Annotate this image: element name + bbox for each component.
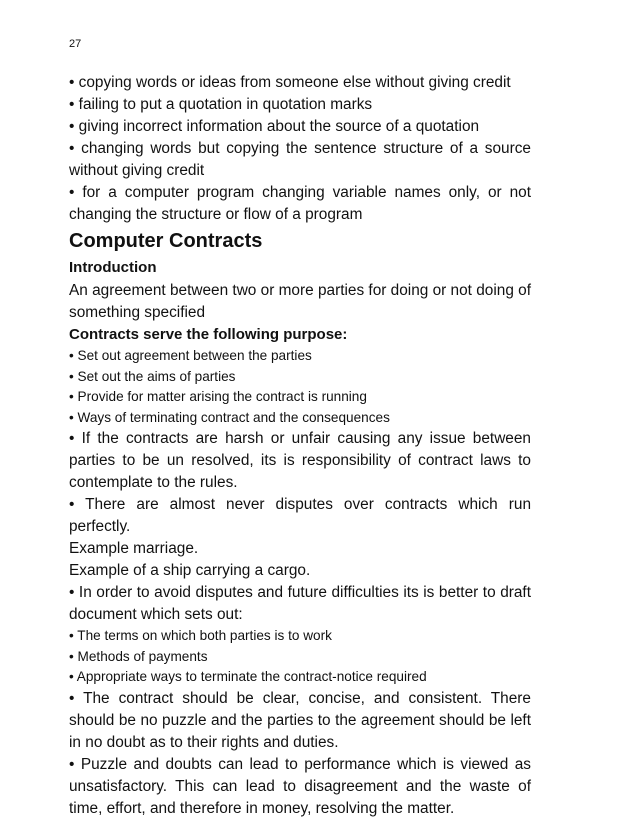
list-item: • Appropriate ways to terminate the contract-notice required [69,669,427,684]
page-content [69,72,531,820]
list-item: • for a computer program changing variable names only, or not changing the structure or flow of a program [69,184,531,223]
purpose-heading: Contracts serve the following purpose: [69,326,348,343]
list-item: • Methods of payments [69,648,208,664]
list-item: • Set out the aims of parties [69,368,236,384]
list-item: • giving incorrect information about the source of a quotation [69,118,480,135]
disputes-paragraph: • There are almost never disputes over contracts which run perfectly. [69,496,531,535]
list-item: • Provide for matter arising the contract is running [69,389,367,404]
plagiarism-list [69,72,531,226]
clear-contract-paragraph: • The contract should be clear, concise, and consistent. There should be no puzzle and the parties to the agreement should be left in no doubt as to their rights and duties. [69,689,531,751]
example-ship: Example of a ship carrying a cargo. [69,562,311,579]
intro-paragraph: An agreement between two or more parties for doing or not doing of something specified [69,282,531,321]
avoid-disputes-paragraph: • In order to avoid disputes and future difficulties its is better to draft document which sets out: [69,584,531,623]
purpose-list [69,346,531,428]
list-item: • changing words but copying the sentence structure of a source without giving credit [69,140,531,179]
intro-heading: Introduction [69,259,157,276]
list-item: • Ways of terminating contract and the consequences [69,409,390,425]
list-item: • failing to put a quotation in quotation marks [69,96,373,113]
example-marriage: Example marriage. [69,540,199,557]
draft-list [69,626,531,688]
list-item: • Set out agreement between the parties [69,348,312,363]
section-title: Computer Contracts [69,230,263,252]
puzzle-doubts-paragraph: • Puzzle and doubts can lead to performance which is viewed as unsatisfactory. This can lead to disagreement and the waste of time, effort, and therefore in money, resolving the matter. [69,755,531,817]
list-item: • The terms on which both parties is to work [69,628,332,643]
harsh-contracts-paragraph: • If the contracts are harsh or unfair causing any issue between parties to be un resolved, its is responsibility of contract laws to contemplate to the rules. [69,430,531,491]
page-number: 27 [69,38,82,50]
list-item: • copying words or ideas from someone else without giving credit [69,74,511,91]
